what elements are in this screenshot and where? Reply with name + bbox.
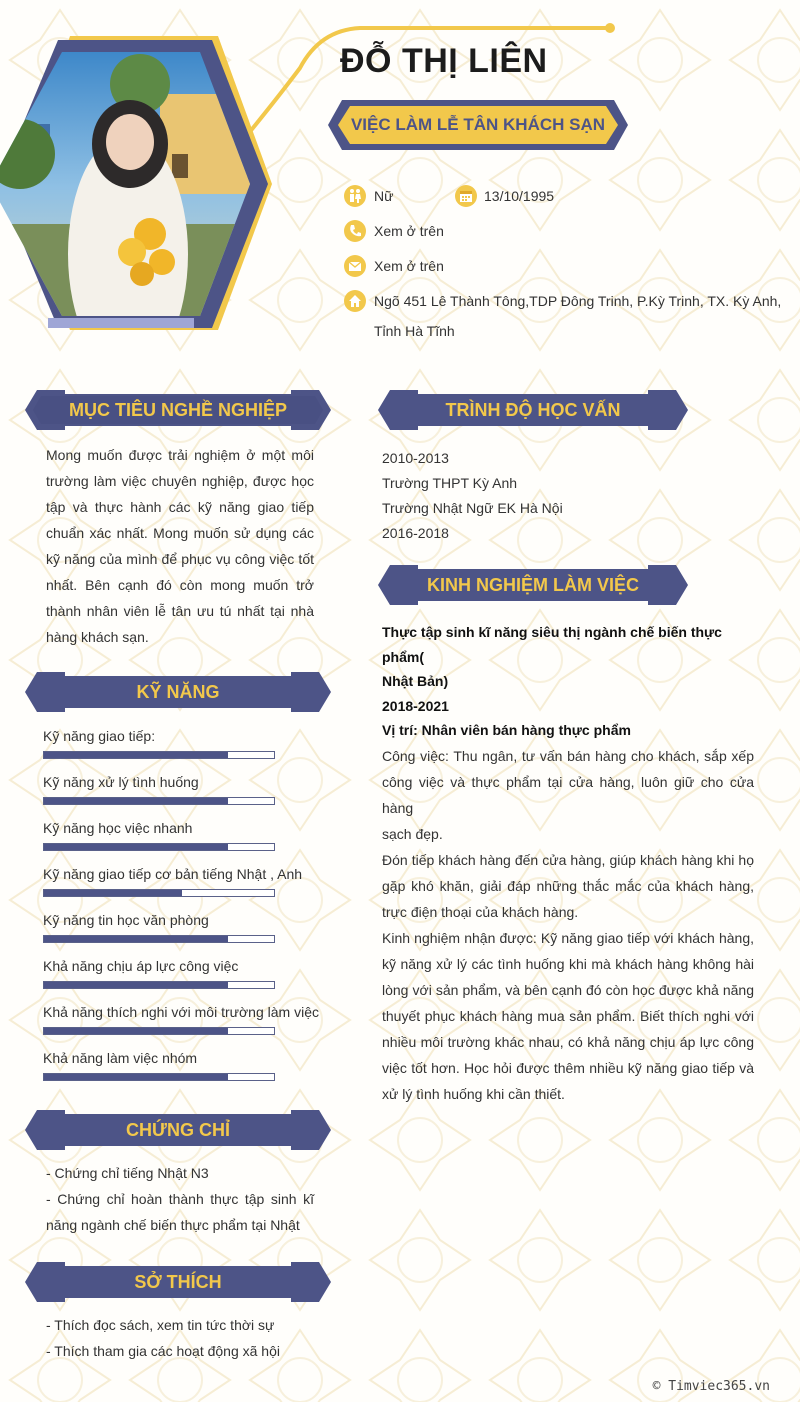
hobbies-text <box>46 1312 314 1364</box>
skill-bar-fill <box>44 1028 228 1034</box>
skill-label: Khả năng làm việc nhóm <box>43 1050 198 1066</box>
skill-bar <box>43 935 275 943</box>
gender-icon <box>344 185 366 207</box>
skill-bar <box>43 751 275 759</box>
skill-bar-fill <box>44 798 228 804</box>
objective-title: MỤC TIÊU NGHỀ NGHIỆP <box>68 400 287 420</box>
birthday-text: 13/10/1995 <box>484 188 555 204</box>
address-line-1: Ngõ 451 Lê Thành Tông,TDP Đông Trinh, P.Kỳ Trinh, TX. Kỳ Anh, <box>374 293 782 309</box>
skill-label: Kỹ năng học việc nhanh <box>43 820 193 836</box>
skills-title: KỸ NĂNG <box>136 682 220 702</box>
phone-icon <box>344 220 366 242</box>
hobbies-title: SỞ THÍCH <box>134 1272 222 1292</box>
footer-watermark: © Timviec365.vn <box>652 1379 770 1394</box>
skill-label: Kỹ năng giao tiếp cơ bản tiếng Nhật , Anh <box>43 866 303 882</box>
education-line: 2016-2018 <box>382 525 449 541</box>
certificate-line: - Chứng chỉ tiếng Nhật N3 <box>46 1165 209 1181</box>
email-icon <box>344 255 366 277</box>
experience-banner <box>378 563 688 607</box>
skill-bar <box>43 981 275 989</box>
skill-bar <box>43 797 275 805</box>
hobby-line: - Thích đọc sách, xem tin tức thời sự <box>46 1317 275 1333</box>
experience-title: KINH NGHIỆM LÀM VIỆC <box>426 575 639 595</box>
objective-banner <box>25 388 331 432</box>
skill-bar <box>43 843 275 851</box>
experience-line: Kinh nghiệm nhận được: Kỹ năng giao tiếp với khách hàng, <box>382 929 754 946</box>
objective-line: thành nhân viên lễ tân ưu tú nhất tại nhà <box>46 603 314 619</box>
objective-line: trường làm việc chuyên nghiệp, được học <box>46 473 314 489</box>
experience-line: thuyết phục khách hàng mua sản phẩm. Biết thích nghi với <box>382 1007 754 1024</box>
objective-line: nhất. Bên cạnh đó còn mong muốn trở <box>46 577 314 593</box>
education-banner <box>378 388 688 432</box>
education-line: Trường Nhật Ngữ EK Hà Nội <box>382 500 563 516</box>
objective-line: Mong muốn được trải nghiệm ở một môi <box>46 447 314 463</box>
job-title: VIỆC LÀM LỄ TÂN KHÁCH SẠN <box>350 115 606 134</box>
address-line-2: Tỉnh Hà Tĩnh <box>374 323 455 339</box>
education-text <box>382 446 762 546</box>
skill-label: Khả năng thích nghi với môi trường làm việc <box>43 1004 319 1020</box>
experience-position: Vị trí: Nhân viên bán hàng thực phẩm <box>382 722 631 738</box>
skill-bar-fill <box>44 752 228 758</box>
certificates-title: CHỨNG CHỈ <box>126 1120 230 1140</box>
gender-text: Nữ <box>374 188 394 204</box>
experience-line: Đón tiếp khách hàng đến cửa hàng, giúp khách hàng khi họ <box>382 851 754 868</box>
skill-label: Kỹ năng tin học văn phòng <box>43 912 209 928</box>
experience-line: lòng với sản phẩm, và bên cạnh đó còn học được khả năng <box>382 981 754 998</box>
home-icon <box>344 290 366 312</box>
email-text: Xem ở trên <box>374 258 444 274</box>
objective-line: tập và thực hành các kỹ năng giao tiếp <box>46 499 314 515</box>
certificates-text <box>46 1160 314 1238</box>
experience-line: việc tốt hơn. Học hỏi được thêm nhiều kỹ năng giao tiếp và <box>382 1059 754 1076</box>
hobby-line: - Thích tham gia các hoạt động xã hội <box>46 1343 280 1359</box>
skill-bar <box>43 1027 275 1035</box>
experience-line: nhiều môi trường khác nhau, có khả năng chịu áp lực công <box>382 1033 754 1050</box>
education-line: 2010-2013 <box>382 450 449 466</box>
education-title: TRÌNH ĐỘ HỌC VẤN <box>445 400 621 420</box>
skill-bar <box>43 1073 275 1081</box>
hobbies-banner <box>25 1260 331 1304</box>
experience-line: gặp khó khăn, giải đáp những thắc mắc của khách hàng, <box>382 877 754 894</box>
objective-line: kỹ năng của mình để phục vụ công việc tốt <box>46 551 314 567</box>
skill-label: Khả năng chịu áp lực công việc <box>43 958 239 974</box>
skill-bar-fill <box>44 936 228 942</box>
skill-bar-fill <box>44 890 182 896</box>
experience-line: Công việc: Thu ngân, tư vấn bán hàng cho khách, sắp xếp <box>382 747 754 764</box>
phone-text: Xem ở trên <box>374 223 444 239</box>
candidate-name: ĐỖ THỊ LIÊN <box>340 42 548 80</box>
experience-period: 2018-2021 <box>382 697 449 714</box>
objective-line: hàng khách sạn. <box>46 629 149 645</box>
skill-label: Kỹ năng xử lý tình huống <box>43 774 199 790</box>
calendar-icon <box>455 185 477 207</box>
experience-heading-line: Nhật Bản) <box>382 673 449 689</box>
experience-text <box>382 620 754 1107</box>
experience-line: trực điện thoại của khách hàng. <box>382 903 579 920</box>
profile-photo-frame <box>0 34 275 334</box>
skill-label: Kỹ năng giao tiếp: <box>43 728 156 744</box>
education-line: Trường THPT Kỳ Anh <box>382 475 518 491</box>
experience-line: sạch đẹp. <box>382 825 443 842</box>
certificate-line: năng ngành chế biến thực phẩm tại Nhật <box>46 1217 300 1233</box>
skills-banner <box>25 670 331 714</box>
certificates-banner <box>25 1108 331 1152</box>
job-title-banner <box>328 98 628 152</box>
certificate-line: - Chứng chỉ hoàn thành thực tập sinh kĩ <box>46 1191 314 1207</box>
skill-bar-fill <box>44 844 228 850</box>
experience-line: kỹ năng xử lý các tình huống khi mà khách hàng không hài <box>382 955 754 972</box>
skill-bar <box>43 889 275 897</box>
experience-line: công việc và thực phẩm tại cửa hàng, luôn giữ cho cửa hàng <box>382 773 754 816</box>
skill-bar-fill <box>44 1074 228 1080</box>
objective-text <box>46 442 314 650</box>
objective-line: chuẩn xác nhất. Mong muốn sử dụng các <box>46 525 314 541</box>
experience-line: xử lý tình huống khi cần thiết. <box>382 1085 565 1102</box>
experience-heading-line: Thực tập sinh kĩ năng siêu thị ngành chế biến thực phẩm( <box>382 624 722 665</box>
skill-bar-fill <box>44 982 228 988</box>
